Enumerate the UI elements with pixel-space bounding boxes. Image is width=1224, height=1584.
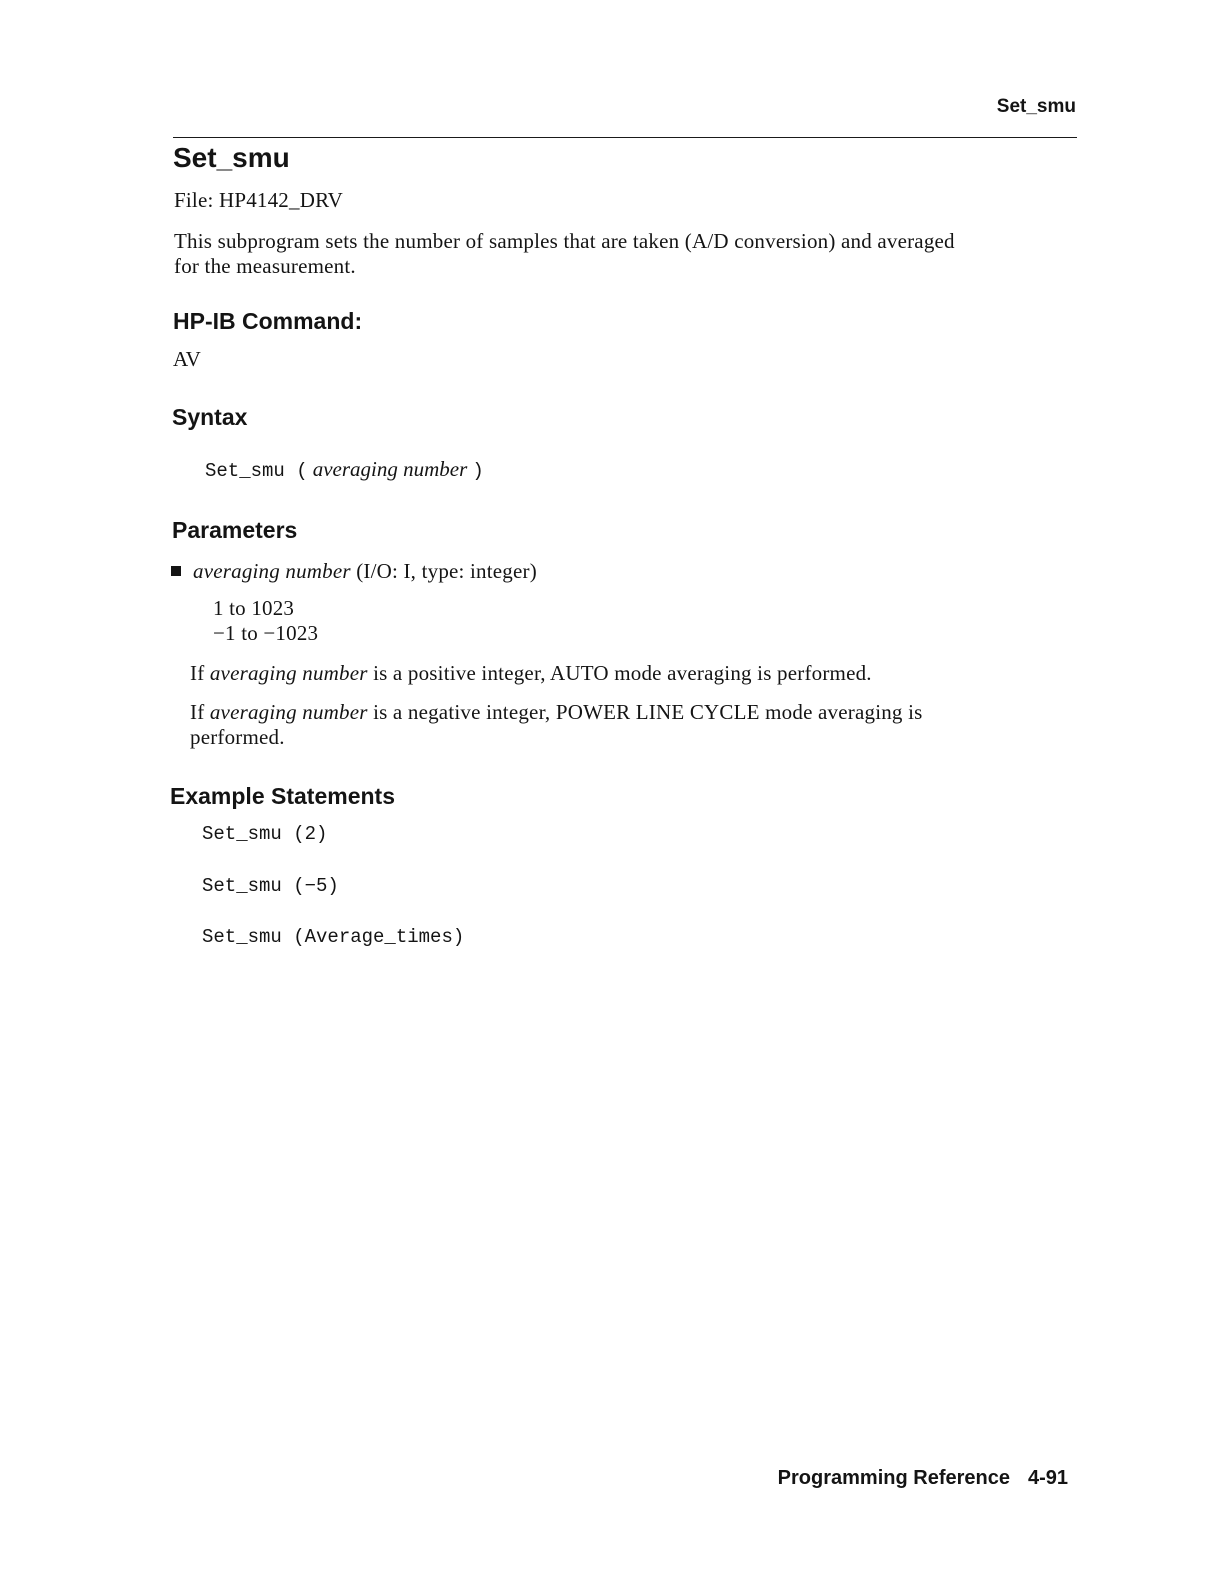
description-line-1: This subprogram sets the number of samples that are taken (A/D conversion) and averaged — [174, 229, 955, 253]
file-line: File: HP4142_DRV — [174, 188, 343, 212]
syntax-code-suffix: ) — [472, 460, 484, 482]
parameter-spec: (I/O: I, type: integer) — [356, 559, 537, 583]
parameter-item — [193, 559, 537, 584]
note-negative-after: is a negative integer, POWER LINE CYCLE mode averaging is — [373, 700, 923, 724]
page-title: Set_smu — [173, 142, 290, 173]
range-negative: −1 to −1023 — [213, 621, 319, 645]
footer-page-number: 4-91 — [1027, 1467, 1068, 1489]
note-positive — [190, 661, 872, 686]
page-footer — [778, 1467, 1068, 1490]
example-line-1: Set_smu (2) — [202, 823, 328, 845]
example-line-2: Set_smu (−5) — [202, 875, 339, 897]
note-positive-after: is a positive integer, AUTO mode averaging is performed. — [373, 661, 872, 685]
parameters-heading: Parameters — [172, 517, 298, 543]
note-negative-continuation: performed. — [190, 725, 285, 749]
syntax-line — [205, 457, 484, 482]
syntax-heading: Syntax — [172, 404, 248, 430]
header-rule — [173, 137, 1077, 138]
syntax-code-prefix: Set_smu ( — [205, 460, 308, 482]
hpib-heading: HP-IB Command: — [173, 308, 363, 334]
note-negative-param: averaging number — [209, 700, 368, 724]
syntax-param: averaging number — [312, 457, 468, 481]
description — [174, 229, 955, 279]
range-positive: 1 to 1023 — [213, 596, 295, 620]
hpib-command: AV — [173, 347, 202, 371]
example-line-3: Set_smu (Average_times) — [202, 926, 465, 948]
note-positive-param: averaging number — [209, 661, 368, 685]
parameter-name: averaging number — [193, 559, 351, 583]
parameter-ranges — [213, 596, 318, 646]
examples-heading: Example Statements — [170, 783, 395, 809]
bullet-icon — [171, 566, 181, 576]
description-line-2: for the measurement. — [174, 254, 356, 278]
running-header: Set_smu — [996, 96, 1076, 117]
note-negative-before: If — [190, 700, 205, 724]
note-positive-before: If — [190, 661, 205, 685]
note-negative — [190, 700, 923, 750]
footer-section: Programming Reference — [777, 1467, 1010, 1489]
